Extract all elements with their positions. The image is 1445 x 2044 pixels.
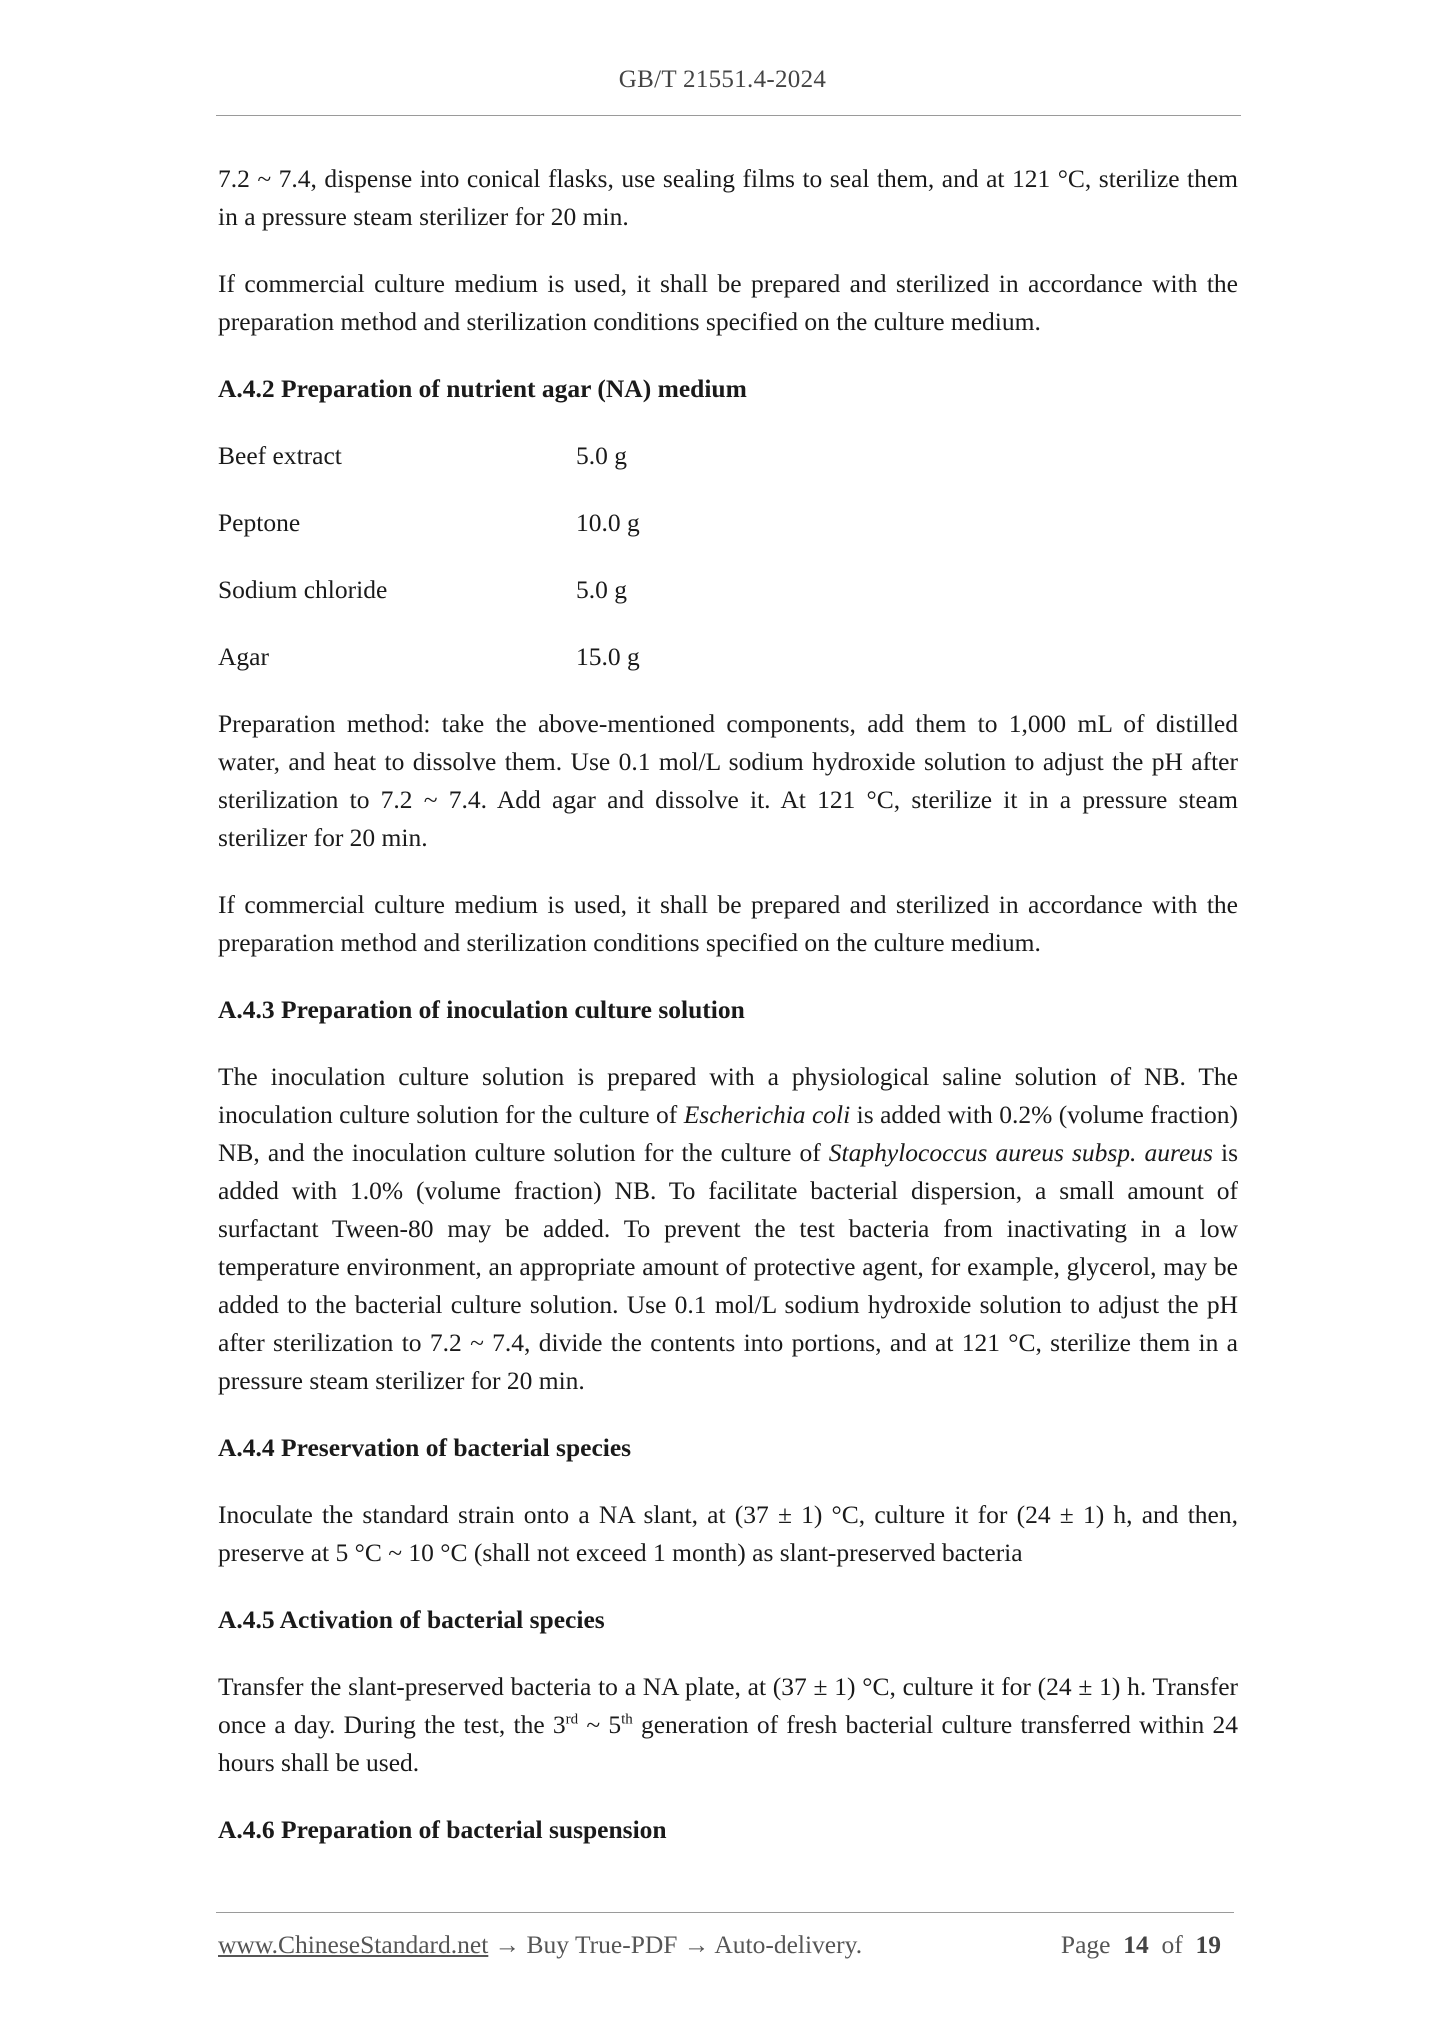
ingredient-amount: 5.0 g	[576, 575, 627, 604]
ingredient-row	[218, 437, 1238, 475]
ingredient-row	[218, 504, 1238, 542]
standard-code: GB/T 21551.4-2024	[618, 66, 827, 93]
activation-text-1: Transfer the slant-preserved bacteria to a NA plate, at (37 ± 1) °C, culture it for (24 ± 1) h. Transfer once a day. During the test, the 3	[218, 1672, 1238, 1739]
intro-paragraph-2: If commercial culture medium is used, it shall be prepared and sterilized in accordance with the preparation method and sterilization conditions specified on the culture medium.	[218, 269, 1238, 336]
website-link[interactable]: www.ChineseStandard.net	[218, 1930, 489, 1959]
page-content	[218, 160, 1238, 1878]
section-heading-a46: A.4.6 Preparation of bacterial suspension	[218, 1815, 667, 1844]
ingredient-name: Peptone	[218, 508, 301, 537]
inoculation-text-2: is added with 0.2% (volume fraction) NB, and the inoculation culture solution for the culture of	[218, 1100, 1238, 1167]
page-number	[1061, 1930, 1221, 1960]
inoculation-text-1: The inoculation culture solution is prepared with a physiological saline solution of NB. The inoculation culture solution for the culture of	[218, 1062, 1238, 1129]
ingredient-name: Beef extract	[218, 441, 342, 470]
total-pages: 19	[1195, 1930, 1221, 1959]
arrow-icon: →	[677, 1930, 715, 1959]
inoculation-paragraph	[218, 1058, 1238, 1400]
preservation-paragraph: Inoculate the standard strain onto a NA slant, at (37 ± 1) °C, culture it for (24 ± 1) h, and then, preserve at 5 °C ~ 10 °C (shall not exceed 1 month) as slant-preserved bacteria	[218, 1500, 1238, 1567]
commercial-medium-paragraph: If commercial culture medium is used, it shall be prepared and sterilized in accordance with the preparation method and sterilization conditions specified on the culture medium.	[218, 890, 1238, 957]
section-heading-a42: A.4.2 Preparation of nutrient agar (NA) medium	[218, 374, 747, 403]
footer-promo	[218, 1930, 862, 1960]
preparation-method-paragraph: Preparation method: take the above-mentioned components, add them to 1,000 mL of distilled water, and heat to dissolve them. Use 0.1 mol/L sodium hydroxide solution to adjust the pH after sterilization to 7.2 ~ 7.4. Add agar and dissolve it. At 121 °C, sterilize it in a pressure steam sterilizer for 20 min.	[218, 709, 1238, 852]
intro-paragraph-1: 7.2 ~ 7.4, dispense into conical flasks, use sealing films to seal them, and at 121 °C, sterilize them in a pressure steam sterilizer for 20 min.	[218, 164, 1238, 231]
arrow-icon: →	[488, 1930, 527, 1959]
ingredient-row	[218, 638, 1238, 676]
species-name-ecoli: Escherichia coli	[683, 1100, 851, 1129]
inoculation-text-3: is added with 1.0% (volume fraction) NB. To facilitate bacterial dispersion, a small amount of surfactant Tween-80 may be added. To prevent the test bacteria from inactivating in a low temperature environment, an appropriate amount of protective agent, for example, glycerol, may be added to the bacterial culture solution. Use 0.1 mol/L sodium hydroxide solution to adjust the pH after sterilization to 7.2 ~ 7.4, divide the contents into portions, and at 121 °C, sterilize them in a pressure steam sterilizer for 20 min.	[218, 1138, 1239, 1395]
current-page: 14	[1123, 1930, 1149, 1959]
header-divider	[216, 115, 1241, 116]
ingredient-amount: 5.0 g	[576, 441, 627, 470]
ordinal-suffix-rd: rd	[565, 1711, 579, 1728]
section-heading-a45: A.4.5 Activation of bacterial species	[218, 1605, 605, 1634]
ingredient-name: Sodium chloride	[218, 575, 388, 604]
buy-pdf-text: Buy True-PDF	[526, 1930, 678, 1959]
page-label: Page	[1060, 1930, 1111, 1959]
ingredient-name: Agar	[218, 642, 269, 671]
activation-text-3: generation of fresh bacterial culture transferred within 24 hours shall be used.	[218, 1710, 1239, 1777]
species-name-saureus: Staphylococcus aureus subsp. aureus	[828, 1138, 1213, 1167]
ingredient-list	[218, 437, 1238, 676]
section-heading-a43: A.4.3 Preparation of inoculation culture solution	[218, 995, 745, 1024]
document-header	[0, 66, 1445, 94]
ingredient-row	[218, 571, 1238, 609]
auto-delivery-text: Auto-delivery.	[714, 1930, 863, 1959]
of-label: of	[1161, 1930, 1183, 1959]
section-heading-a44: A.4.4 Preservation of bacterial species	[218, 1433, 632, 1462]
footer-divider	[216, 1912, 1234, 1913]
activation-paragraph	[218, 1668, 1238, 1782]
ingredient-amount: 15.0 g	[576, 642, 640, 671]
activation-text-2: ~ 5	[578, 1710, 622, 1739]
ingredient-amount: 10.0 g	[576, 508, 640, 537]
ordinal-suffix-th: th	[621, 1711, 633, 1728]
